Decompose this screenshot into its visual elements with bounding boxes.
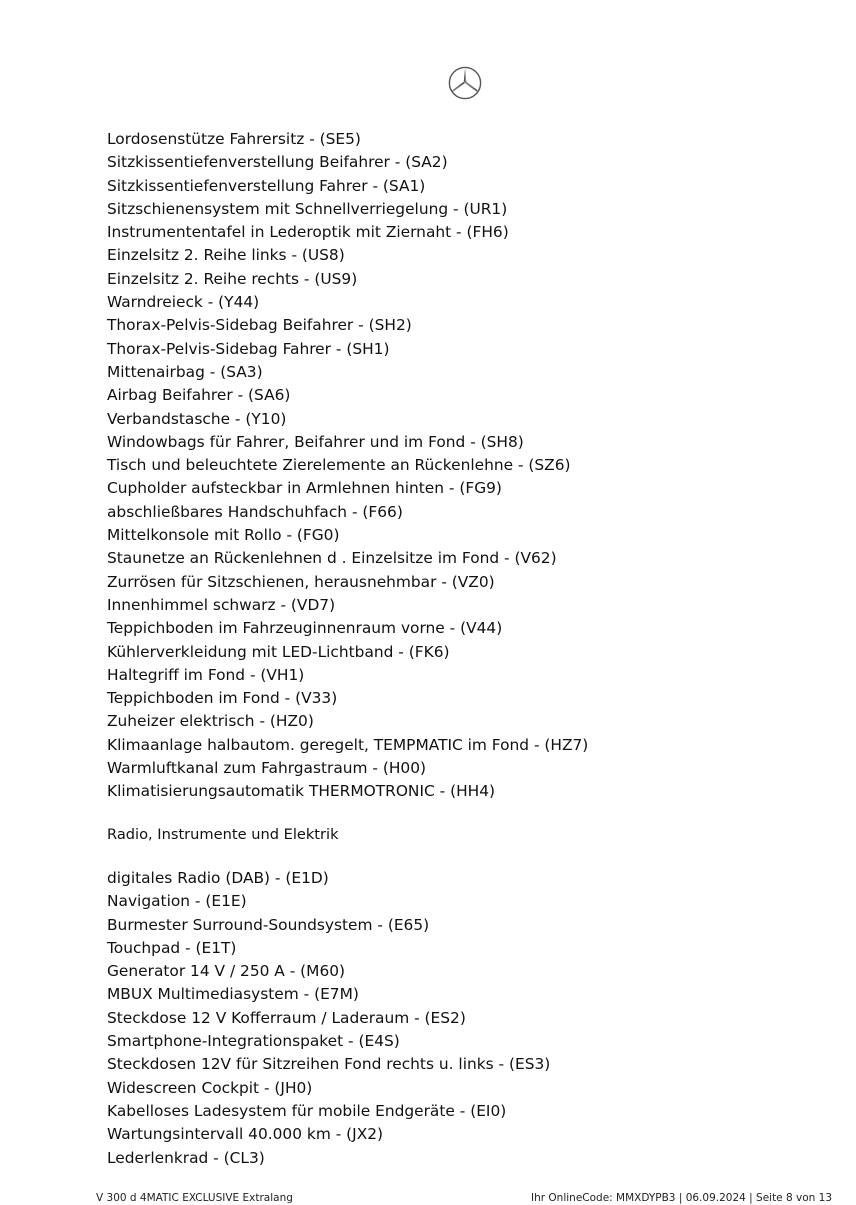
- list-item: abschließbares Handschuhfach - (F66): [107, 502, 403, 521]
- list-item: Mittelkonsole mit Rollo - (FG0): [107, 526, 340, 545]
- mercedes-star-icon: [448, 66, 482, 100]
- list-item: Sitzkissentiefenverstellung Beifahrer - (SA2): [107, 153, 448, 172]
- list-item: Instrumententafel in Lederoptik mit Ziernaht - (FH6): [107, 223, 509, 242]
- list-item: Thorax-Pelvis-Sidebag Beifahrer - (SH2): [107, 316, 412, 335]
- list-item: Burmester Surround-Soundsystem - (E65): [107, 915, 430, 934]
- list-item: Innenhimmel schwarz - (VD7): [107, 595, 336, 614]
- list-item: Zurrösen für Sitzschienen, herausnehmbar - (VZ0): [107, 572, 495, 591]
- list-item: Teppichboden im Fahrzeuginnenraum vorne - (V44): [107, 619, 503, 638]
- list-item: Touchpad - (E1T): [107, 938, 237, 957]
- list-item: Thorax-Pelvis-Sidebag Fahrer - (SH1): [107, 339, 390, 358]
- list-item: Klimatisierungsautomatik THERMOTRONIC - (HH4): [107, 782, 496, 801]
- radio-electronics-list: [107, 867, 550, 1170]
- list-item: Airbag Beifahrer - (SA6): [107, 386, 291, 405]
- list-item: Kabelloses Ladesystem für mobile Endgeräte - (EI0): [107, 1101, 507, 1120]
- footer-model: V 300 d 4MATIC EXCLUSIVE Extralang: [96, 1192, 293, 1204]
- list-item: digitales Radio (DAB) - (E1D): [107, 869, 329, 887]
- list-item: Steckdose 12 V Kofferraum / Laderaum - (ES2): [107, 1008, 466, 1027]
- list-item: MBUX Multimediasystem - (E7M): [107, 985, 359, 1004]
- list-item: Lederlenkrad - (CL3): [107, 1148, 265, 1167]
- list-item: Mittenairbag - (SA3): [107, 362, 263, 381]
- equipment-list: [107, 128, 588, 804]
- list-item: Generator 14 V / 250 A - (M60): [107, 962, 346, 981]
- list-item: Wartungsintervall 40.000 km - (JX2): [107, 1125, 384, 1144]
- list-item: Navigation - (E1E): [107, 892, 247, 911]
- list-item: Einzelsitz 2. Reihe rechts - (US9): [107, 269, 358, 288]
- list-item: Windowbags für Fahrer, Beifahrer und im Fond - (SH8): [107, 432, 524, 451]
- footer-online-code: Ihr OnlineCode: MMXDYPB3 | 06.09.2024 | Seite 8 von 13: [531, 1192, 832, 1204]
- list-item: Warndreieck - (Y44): [107, 293, 260, 312]
- list-item: Klimaanlage halbautom. geregelt, TEMPMATIC im Fond - (HZ7): [107, 735, 589, 754]
- list-item: Steckdosen 12V für Sitzreihen Fond rechts u. links - (ES3): [107, 1055, 551, 1074]
- list-item: Einzelsitz 2. Reihe links - (US8): [107, 246, 345, 265]
- section-heading: Radio, Instrumente und Elektrik: [107, 826, 339, 843]
- list-item: Sitzkissentiefenverstellung Fahrer - (SA1): [107, 176, 426, 195]
- list-item: Smartphone-Integrationspaket - (E4S): [107, 1032, 400, 1051]
- list-item: Warmluftkanal zum Fahrgastraum - (H00): [107, 759, 427, 778]
- list-item: Cupholder aufsteckbar in Armlehnen hinten - (FG9): [107, 479, 502, 498]
- list-item: Sitzschienensystem mit Schnellverriegelung - (UR1): [107, 199, 508, 218]
- list-item: Zuheizer elektrisch - (HZ0): [107, 712, 314, 731]
- list-item: Staunetze an Rückenlehnen d . Einzelsitze im Fond - (V62): [107, 549, 557, 568]
- list-item: Teppichboden im Fond - (V33): [107, 689, 338, 708]
- list-item: Kühlerverkleidung mit LED-Lichtband - (FK6): [107, 642, 450, 661]
- list-item: Lordosenstütze Fahrersitz - (SE5): [107, 130, 361, 148]
- list-item: Widescreen Cockpit - (JH0): [107, 1078, 313, 1097]
- list-item: Haltegriff im Fond - (VH1): [107, 665, 305, 684]
- list-item: Tisch und beleuchtete Zierelemente an Rückenlehne - (SZ6): [107, 456, 571, 475]
- list-item: Verbandstasche - (Y10): [107, 409, 287, 428]
